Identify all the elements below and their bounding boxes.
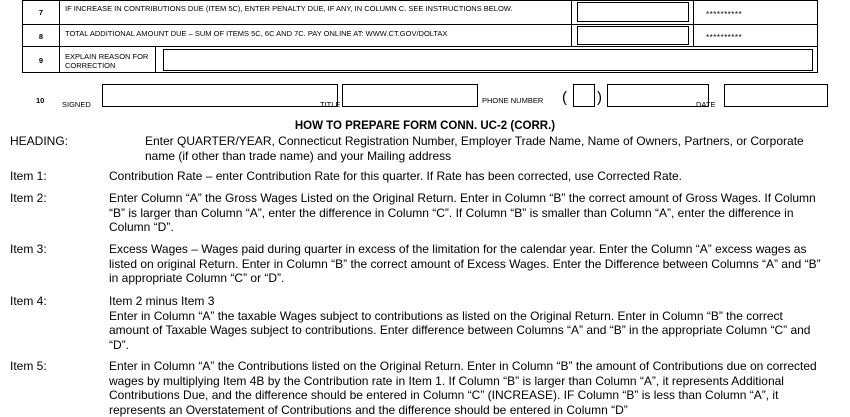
phone-label: PHONE NUMBER [482, 96, 544, 105]
item-2-label: Item 2: [10, 191, 47, 205]
row-7-stars: ********** [706, 10, 743, 19]
form-table [22, 0, 818, 80]
row-7-amount-c[interactable] [577, 2, 689, 22]
item-4-text: Enter in Column “A” the taxable Wages subject to contributions as listed on the Original Return. Enter in Column “B” the correct amount of Taxable Wages subject to contributions. Enter difference between Columns “A” and “B” in the appropriate Column “C” and “D”. [109, 308, 811, 352]
item-5-text: Enter in Column “A” the Contributions listed on the Original Return. Enter in Column “B” the amount of Contributions due on corrected wages by multiplying Item 4B by the Contribution rate in Item 1. If Column “B” is larger than Column “A”, it represents Additional Contributions Due, and the difference should be entered in Column “C” (INCREASE). IF Column “B” is less than Column “A”, it represents an Overstatement of Contributions and the difference should be entered in Column “D” [109, 359, 817, 417]
column-divider [693, 1, 694, 24]
row-divider [59, 1, 60, 24]
row-8-label: TOTAL ADDITIONAL AMOUNT DUE – SUM OF ITEMS 5C, 6C AND 7C. PAY ONLINE AT: WWW.CT.GOV/DOLTAX [65, 29, 448, 38]
row-7 [22, 0, 818, 24]
area-code-field[interactable] [573, 84, 595, 107]
item-4-title: Item 2 minus Item 3 [109, 294, 215, 308]
item-5-label: Item 5: [10, 359, 47, 373]
item-1-label: Item 1: [10, 169, 47, 183]
signed-label: SIGNED [62, 100, 91, 109]
title-label: TITLE [320, 100, 341, 109]
row-8-stars: ********** [706, 33, 743, 42]
instructions-title: HOW TO PREPARE FORM CONN. UC-2 (CORR.) [294, 120, 556, 132]
close-paren: ) [597, 89, 602, 106]
row-divider [59, 25, 60, 46]
correction-reason-field[interactable] [163, 49, 813, 71]
signature-field[interactable] [102, 84, 341, 109]
column-divider [571, 1, 572, 24]
item-3-text: Excess Wages – Wages paid during quarter in excess of the limitation for the calendar year. Enter the Column “A” excess wages as listed on original Return. Enter in Column “B” the correct amount of Excess Wages. Enter the Difference between Columns “A” and “B” in appropriate Column “C” or “D”. [109, 242, 821, 285]
row-8 [22, 24, 818, 46]
open-paren: ( [562, 89, 567, 106]
signature-row [22, 84, 828, 114]
item-1-text: Contribution Rate – enter Contribution Rate for this quarter. If Rate has been corrected, use Corrected Rate. [109, 169, 682, 183]
item-2-text: Enter Column “A” the Gross Wages Listed on the Original Return. Enter in Column “B” the correct amount of Gross Wages. If Column “B” is larger than Column “A”, enter the difference in Column “C”. If Column “B” is smaller than Column “A”, enter the difference in Column “D”. [109, 191, 816, 234]
row-7-label: IF INCREASE IN CONTRIBUTIONS DUE (ITEM 5C), ENTER PENALTY DUE, IF ANY, IN COLUMN C. SEE INSTRUCTIONS BELOW. [65, 4, 513, 13]
title-field[interactable] [342, 84, 478, 107]
column-divider [571, 25, 572, 46]
item-4-label: Item 4: [10, 294, 47, 308]
item-3-label: Item 3: [10, 242, 47, 256]
row-9-label: EXPLAIN REASON FOR CORRECTION [65, 52, 149, 70]
row-divider [59, 47, 60, 72]
row-number: 8 [38, 32, 44, 41]
heading-label: HEADING: [10, 134, 69, 148]
phone-field[interactable] [607, 84, 709, 107]
column-divider [693, 25, 694, 46]
column-divider [155, 47, 156, 72]
date-label: DATE [696, 100, 716, 109]
row-number: 10 [36, 96, 45, 105]
row-9 [22, 46, 818, 73]
row-number: 9 [38, 56, 44, 65]
heading-text: Enter QUARTER/YEAR, Connecticut Registration Number, Employer Trade Name, Name of Owners, Partners, or Corporate name (if other than trade name) and your Mailing address [145, 134, 804, 163]
date-field[interactable] [724, 84, 828, 107]
row-number: 7 [38, 8, 44, 17]
row-8-amount-c[interactable] [577, 26, 689, 45]
